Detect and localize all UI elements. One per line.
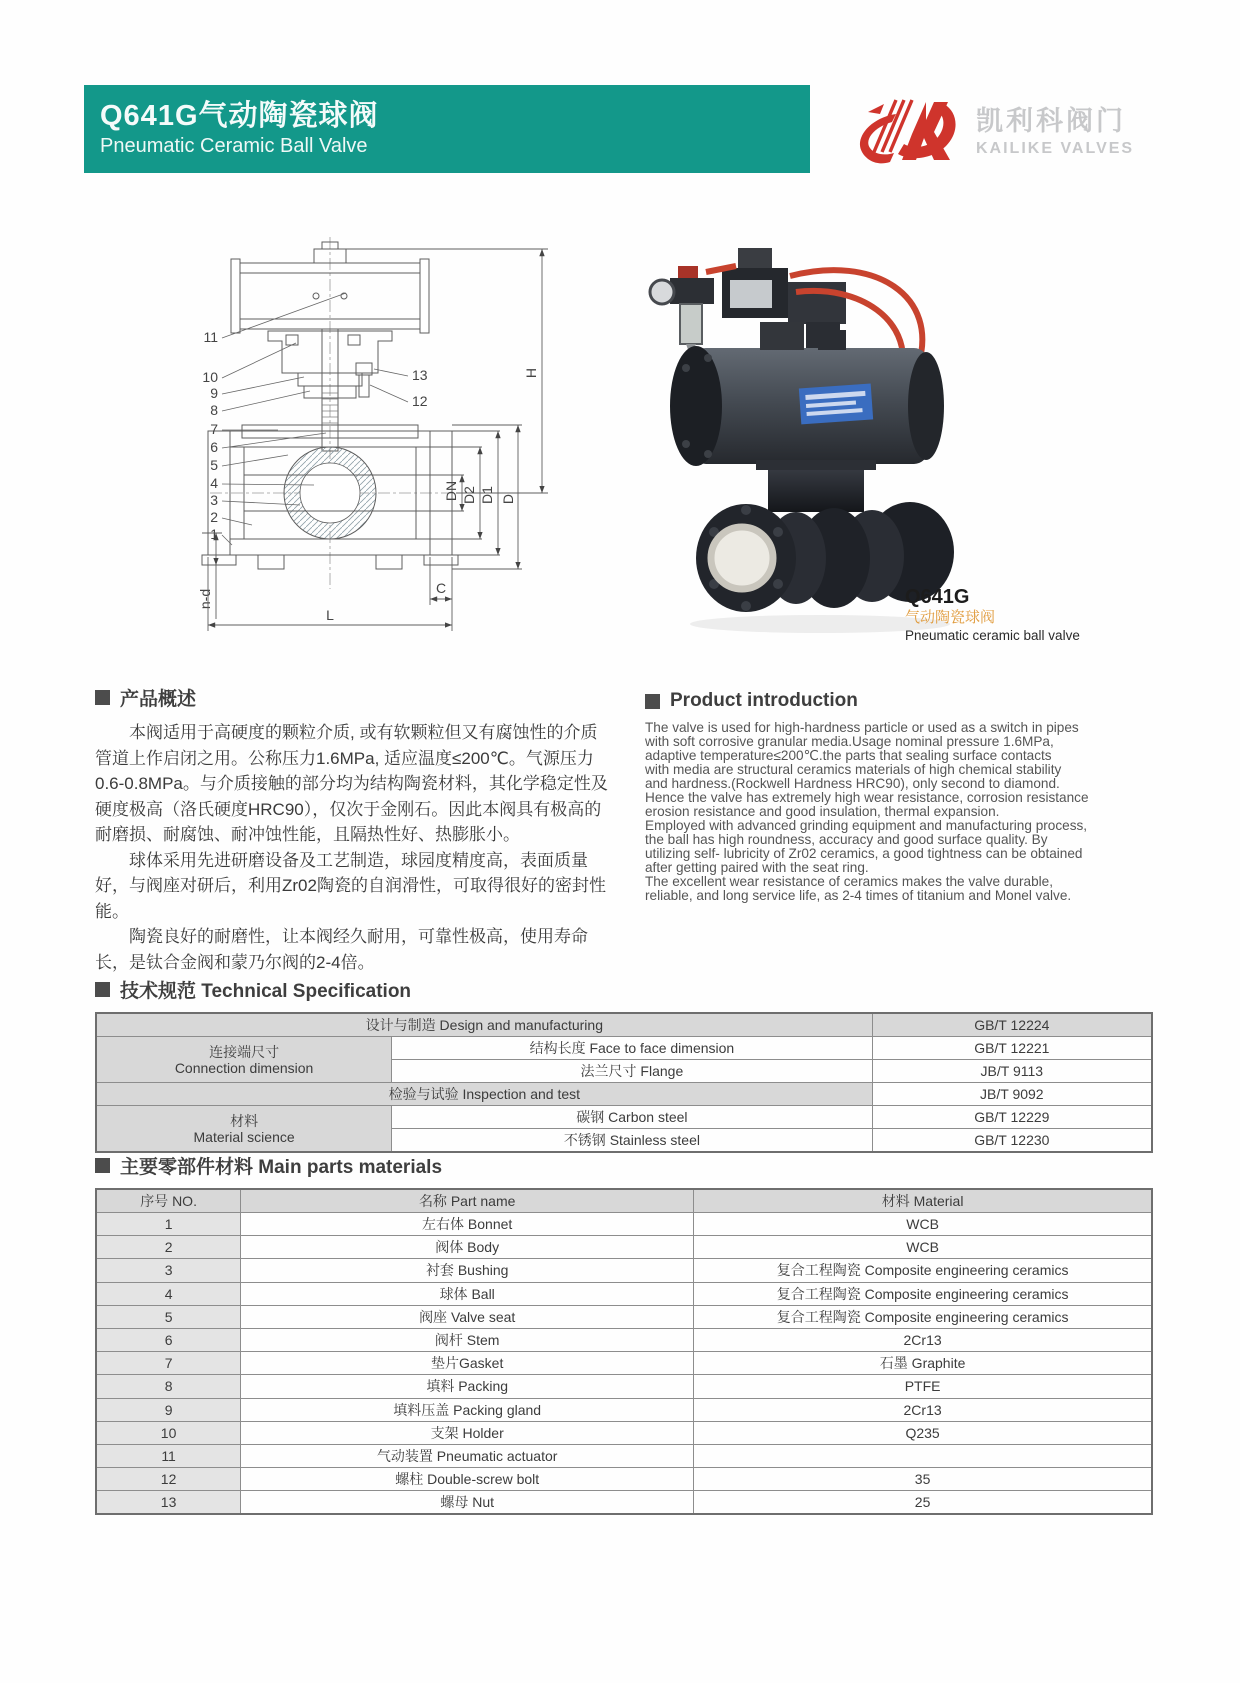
spec-value: JB/T 9113 — [872, 1060, 1152, 1083]
filter-regulator — [650, 266, 714, 358]
drawing-callout: 1 — [210, 526, 218, 542]
part-material-cell — [694, 1444, 1152, 1467]
introduction-line: the ball has high roundness, accuracy and good surface quality. By — [645, 832, 1048, 847]
part-no-cell: 1 — [96, 1213, 241, 1236]
introduction-line: erosion resistance and good insulation, thermal expansion. — [645, 804, 1000, 819]
part-name-cell: 衬套 Bushing — [241, 1259, 694, 1282]
introduction-line: Employed with advanced grinding equipment and manufacturing process, — [645, 818, 1088, 833]
table-row — [96, 1083, 1152, 1106]
spec-group-label-en: Material science — [193, 1128, 295, 1145]
column-header-material: 材料 Material — [694, 1189, 1152, 1213]
spec-item: 结构长度 Face to face dimension — [392, 1037, 872, 1060]
introduction-line: utilizing self- lubricity of Zr02 ceramics, a good tightness can be obtained — [645, 846, 1083, 861]
tech-spec-table — [95, 1012, 1153, 1153]
drawing-callout: 6 — [210, 439, 218, 455]
section-bullet-icon — [95, 1158, 110, 1173]
drawing-callout: 2 — [210, 509, 218, 525]
table-row — [96, 1491, 1152, 1515]
spec-group-label — [96, 1106, 392, 1153]
part-material-cell: Q235 — [694, 1421, 1152, 1444]
dimension-label: n-d — [197, 588, 213, 610]
part-no-cell: 7 — [96, 1352, 241, 1375]
table-row — [96, 1213, 1152, 1236]
valve-drawing — [90, 233, 595, 670]
table-row — [96, 1305, 1152, 1328]
parts-table-body — [96, 1213, 1152, 1515]
drawing-callout: 9 — [210, 385, 218, 401]
brand-logo-icon — [848, 90, 966, 174]
spec-value: GB/T 12229 — [872, 1106, 1152, 1129]
section-bullet-icon — [95, 982, 110, 997]
overview-paragraphs — [95, 720, 610, 975]
tech-spec-heading — [95, 976, 1153, 1003]
part-material-cell: 石墨 Graphite — [694, 1352, 1152, 1375]
brand-name-zh: 凯利科阀门 — [976, 105, 1126, 136]
part-no-cell: 6 — [96, 1328, 241, 1351]
part-no-cell: 12 — [96, 1468, 241, 1491]
part-material-cell: 2Cr13 — [694, 1328, 1152, 1351]
table-row — [96, 1013, 1152, 1037]
part-material-cell: WCB — [694, 1213, 1152, 1236]
tech-spec-section — [95, 976, 1153, 1153]
drawing-callout: 5 — [210, 457, 218, 473]
overview-paragraph: 球体采用先进研磨设备及工艺制造，球园度精度高，表面质量好，与阀座对研后，利用Zr02陶瓷的自润滑性，可取得很好的密封性能。 — [95, 850, 606, 921]
part-name-cell: 气动装置 Pneumatic actuator — [241, 1444, 694, 1467]
part-name-cell: 阀座 Valve seat — [241, 1305, 694, 1328]
part-material-cell: 25 — [694, 1491, 1152, 1515]
overview-section — [95, 684, 610, 975]
table-row — [96, 1421, 1152, 1444]
table-row — [96, 1375, 1152, 1398]
overview-paragraph: 陶瓷良好的耐磨性，让本阀经久耐用，可靠性极高，使用寿命长，是钛合金阀和蒙乃尔阀的2-4倍。 — [95, 927, 588, 972]
overview-heading-text: 产品概述 — [120, 689, 197, 710]
column-header-no: 序号 NO. — [96, 1189, 241, 1213]
part-no-cell: 3 — [96, 1259, 241, 1282]
parts-heading — [95, 1152, 1153, 1179]
part-name-cell: 螺柱 Double-screw bolt — [241, 1468, 694, 1491]
table-row — [96, 1037, 1152, 1060]
part-no-cell: 5 — [96, 1305, 241, 1328]
spec-group-label-en: Connection dimension — [174, 1059, 314, 1076]
table-row — [96, 1328, 1152, 1351]
part-name-cell: 阀体 Body — [241, 1236, 694, 1259]
drawing-callout: 13 — [412, 367, 428, 383]
product-photo-block — [610, 226, 1080, 646]
introduction-section — [645, 690, 1140, 903]
table-row — [96, 1398, 1152, 1421]
part-name-cell: 球体 Ball — [241, 1282, 694, 1305]
column-header-name: 名称 Part name — [241, 1189, 694, 1213]
part-no-cell: 13 — [96, 1491, 241, 1515]
spec-item: 法兰尺寸 Flange — [392, 1060, 872, 1083]
introduction-line: adaptive temperature≤200℃.the parts that sealing surface contacts — [645, 748, 1052, 763]
part-name-cell: 填料 Packing — [241, 1375, 694, 1398]
table-row — [96, 1352, 1152, 1375]
caption-model: Q641G — [905, 586, 970, 608]
part-no-cell: 2 — [96, 1236, 241, 1259]
tech-spec-heading-text: 技术规范 Technical Specification — [120, 981, 412, 1002]
introduction-line: reliable, and long service life, as 2-4 times of titanium and Monel valve. — [645, 888, 1072, 903]
part-material-cell: 复合工程陶瓷 Composite engineering ceramics — [694, 1282, 1152, 1305]
dimension-label: D2 — [461, 486, 477, 504]
spec-group-label-zh: 材料 — [230, 1112, 259, 1129]
product-photo — [610, 226, 1050, 646]
mounting-bracket — [768, 464, 864, 512]
part-material-cell: 复合工程陶瓷 Composite engineering ceramics — [694, 1305, 1152, 1328]
drawing-callout: 10 — [202, 369, 218, 385]
dimension-label: D — [500, 493, 516, 505]
actuator-label — [799, 383, 873, 424]
introduction-line: and hardness.(Rockwell Hardness HRC90), only second to diamond. — [645, 776, 1060, 791]
parts-table — [95, 1188, 1153, 1515]
spec-value: JB/T 9092 — [872, 1083, 1152, 1106]
introduction-heading — [645, 690, 1140, 712]
table-header-row — [96, 1189, 1152, 1213]
introduction-line: with media are structural ceramics materials of high chemical stability — [645, 762, 1062, 777]
introduction-line: after getting paired with the seat ring. — [645, 860, 869, 875]
part-material-cell: WCB — [694, 1236, 1152, 1259]
section-bullet-icon — [95, 690, 110, 705]
drawing-callout: 7 — [210, 421, 218, 437]
part-name-cell: 垫片Gasket — [241, 1352, 694, 1375]
header-banner — [84, 85, 810, 173]
spec-value: GB/T 12230 — [872, 1129, 1152, 1153]
part-no-cell: 9 — [96, 1398, 241, 1421]
introduction-line: The valve is used for high-hardness particle or used as a switch in pipes — [645, 720, 1079, 735]
drawing-callout: 11 — [203, 329, 218, 345]
spec-value: GB/T 12224 — [872, 1013, 1152, 1037]
spec-item: 不锈钢 Stainless steel — [392, 1129, 872, 1153]
parts-section — [95, 1152, 1153, 1515]
table-row — [96, 1236, 1152, 1259]
part-no-cell: 10 — [96, 1421, 241, 1444]
section-bullet-icon — [645, 694, 660, 709]
dimension-label: L — [326, 607, 334, 623]
part-no-cell: 11 — [96, 1444, 241, 1467]
introduction-heading-text: Product introduction — [670, 690, 858, 711]
parts-heading-text: 主要零部件材料 Main parts materials — [120, 1157, 443, 1178]
overview-paragraph: 本阀适用于高硬度的颗粒介质, 或有软颗粒但又有腐蚀性的介质管道上作启闭之用。公称压力1.6MPa, 适应温度≤200℃。气源压力0.6-0.8MPa。与介质接触的部分均为结构陶瓷材料，其化学稳定性及硬度极高（洛氏硬度HRC90），仅次于金刚石。因此本阀具有极高的耐磨损、耐腐蚀、耐冲蚀性能，且隔热性好、热膨胀小。 — [95, 723, 608, 844]
part-material-cell: PTFE — [694, 1375, 1152, 1398]
table-row — [96, 1106, 1152, 1129]
caption-name-en: Pneumatic ceramic ball valve — [905, 628, 1080, 643]
part-name-cell: 螺母 Nut — [241, 1491, 694, 1515]
part-name-cell: 支架 Holder — [241, 1421, 694, 1444]
part-material-cell: 复合工程陶瓷 Composite engineering ceramics — [694, 1259, 1152, 1282]
brand-block — [848, 88, 1178, 176]
part-name-cell: 左右体 Bonnet — [241, 1213, 694, 1236]
page-subtitle: Pneumatic Ceramic Ball Valve — [100, 135, 368, 157]
spec-item: 碳钢 Carbon steel — [392, 1106, 872, 1129]
photo-caption — [905, 586, 1135, 644]
introduction-line: Hence the valve has extremely high wear resistance, corrosion resistance — [645, 790, 1089, 805]
dimension-label: DN — [443, 480, 459, 502]
page-title: Q641G气动陶瓷球阀 — [100, 100, 379, 132]
part-material-cell: 2Cr13 — [694, 1398, 1152, 1421]
introduction-line: with soft corrosive granular media.Usage nominal pressure 1.6MPa, — [645, 734, 1054, 749]
table-row — [96, 1282, 1152, 1305]
table-row — [96, 1444, 1152, 1467]
spec-value: GB/T 12221 — [872, 1037, 1152, 1060]
valve-cross-section-drawing — [90, 233, 595, 665]
dimension-label: C — [435, 580, 447, 596]
part-no-cell: 8 — [96, 1375, 241, 1398]
drawing-callout: 8 — [210, 402, 218, 418]
drawing-callout: 12 — [412, 393, 428, 409]
drawing-callout: 3 — [210, 492, 218, 508]
brand-name-en: KAILIKE VALVES — [976, 139, 1135, 157]
spec-group-label — [96, 1037, 392, 1083]
caption-name-zh: 气动陶瓷球阀 — [905, 609, 996, 626]
drawing-callout: 4 — [210, 475, 218, 491]
table-row — [96, 1468, 1152, 1491]
introduction-line: The excellent wear resistance of ceramics makes the valve durable, — [645, 874, 1053, 889]
part-no-cell: 4 — [96, 1282, 241, 1305]
introduction-lines — [645, 721, 1140, 903]
part-material-cell: 35 — [694, 1468, 1152, 1491]
part-name-cell: 阀杆 Stem — [241, 1328, 694, 1351]
dimension-label: D1 — [479, 486, 495, 504]
part-name-cell: 填料压盖 Packing gland — [241, 1398, 694, 1421]
overview-heading — [95, 684, 610, 711]
spec-group-label-zh: 连接端尺寸 — [209, 1043, 280, 1060]
spec-label: 设计与制造 Design and manufacturing — [96, 1013, 872, 1037]
table-row — [96, 1259, 1152, 1282]
dimension-label: H — [523, 367, 539, 379]
spec-label: 检验与试验 Inspection and test — [96, 1083, 872, 1106]
ceramic-bore — [711, 527, 773, 589]
